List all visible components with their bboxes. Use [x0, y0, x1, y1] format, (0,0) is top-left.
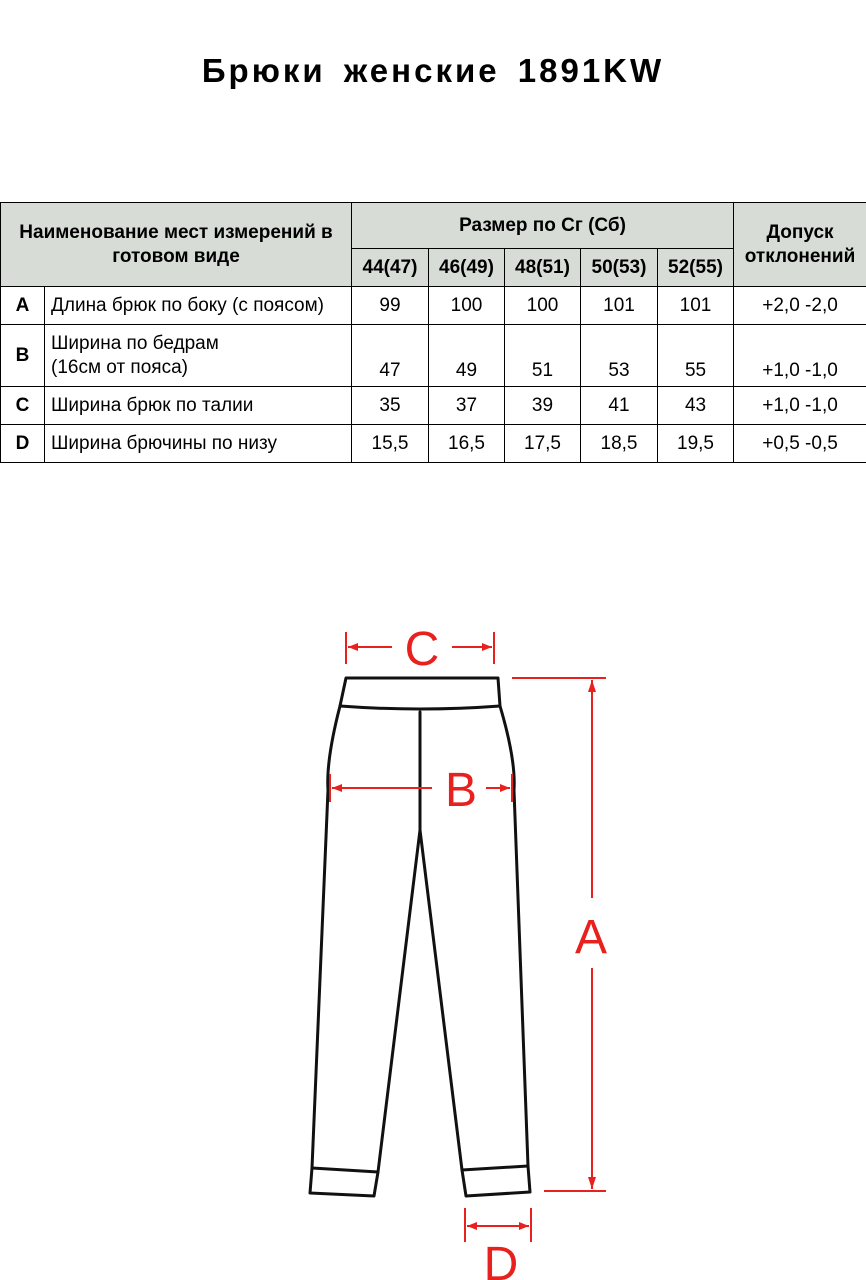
- row-name-line: Ширина по бедрам: [51, 332, 219, 354]
- row-tolerance: +1,0 -1,0: [734, 325, 866, 387]
- row-name: Длина брюк по боку (с поясом): [45, 287, 352, 325]
- measure-d-label: D: [483, 1238, 519, 1280]
- tolerance-header: Допуск отклонений: [734, 203, 866, 287]
- size-header: Размер по Сг (Сб): [352, 203, 734, 249]
- row-value: 15,5: [352, 425, 429, 463]
- row-value: 53: [581, 325, 658, 387]
- row-value: 55: [658, 325, 734, 387]
- row-tolerance: +1,0 -1,0: [734, 387, 866, 425]
- row-value: 35: [352, 387, 429, 425]
- row-value: 43: [658, 387, 734, 425]
- row-tolerance: +0,5 -0,5: [734, 425, 866, 463]
- row-tolerance: +2,0 -2,0: [734, 287, 866, 325]
- row-letter: B: [1, 325, 45, 387]
- row-value: 51: [505, 325, 581, 387]
- row-name: Ширина брюк по талии: [45, 387, 352, 425]
- row-value: 19,5: [658, 425, 734, 463]
- size-col-header: 46(49): [429, 249, 505, 287]
- row-value: 100: [429, 287, 505, 325]
- size-col-header: 44(47): [352, 249, 429, 287]
- row-value: 99: [352, 287, 429, 325]
- row-letter: A: [1, 287, 45, 325]
- row-value: 101: [581, 287, 658, 325]
- pants-outline: [310, 678, 530, 1196]
- measure-c-label: C: [404, 623, 440, 676]
- size-col-header: 52(55): [658, 249, 734, 287]
- row-value: 37: [429, 387, 505, 425]
- row-value: 41: [581, 387, 658, 425]
- measure-b-label: B: [444, 764, 478, 817]
- row-value: 18,5: [581, 425, 658, 463]
- row-name: Ширина брючины по низу: [45, 425, 352, 463]
- row-value: 49: [429, 325, 505, 387]
- row-value: 17,5: [505, 425, 581, 463]
- row-value: 16,5: [429, 425, 505, 463]
- row-value: 39: [505, 387, 581, 425]
- row-value: 47: [352, 325, 429, 387]
- row-letter: C: [1, 387, 45, 425]
- measure-d: [465, 1208, 531, 1242]
- row-value: 101: [658, 287, 734, 325]
- measurement-name-header: Наименование мест измерений в готовом виде: [1, 203, 352, 287]
- size-col-header: 50(53): [581, 249, 658, 287]
- page-title: Брюки женские 1891KW: [201, 52, 665, 89]
- row-letter: D: [1, 425, 45, 463]
- row-name-line: (16см от пояса): [51, 356, 188, 378]
- row-value: 100: [505, 287, 581, 325]
- size-col-header: 48(51): [505, 249, 581, 287]
- measure-a-label: A: [574, 911, 608, 964]
